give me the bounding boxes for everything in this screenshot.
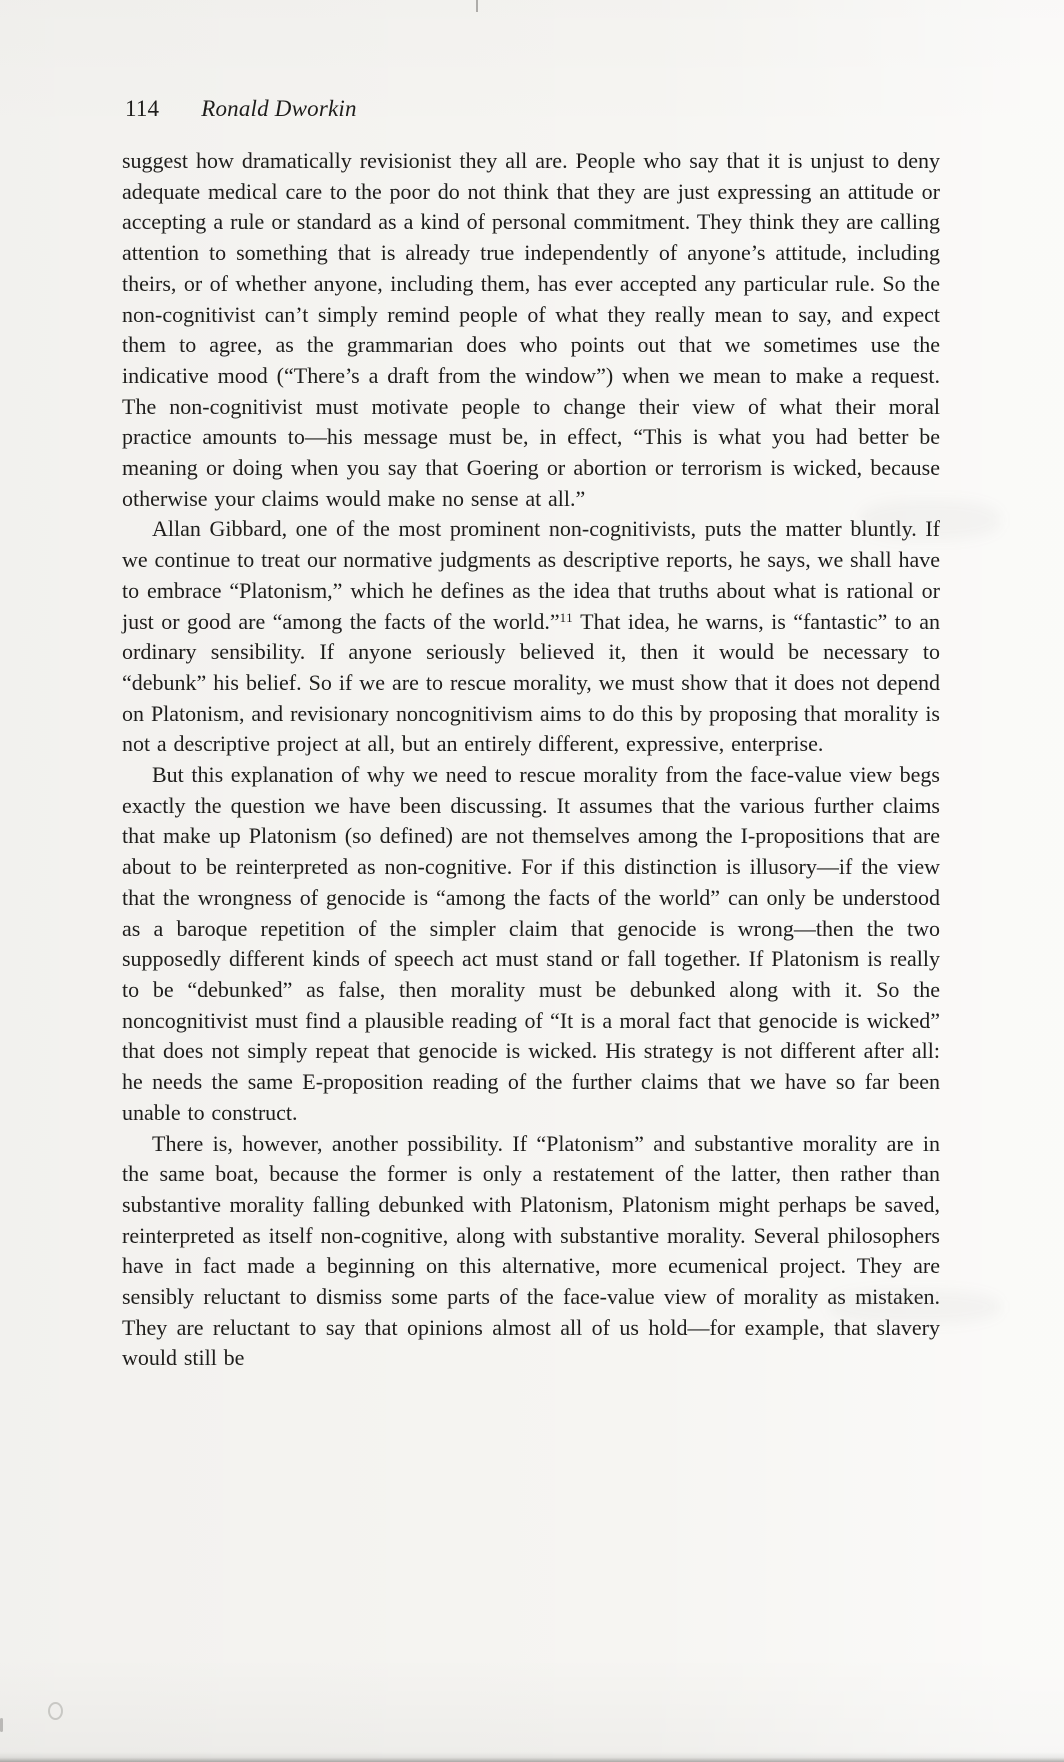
bleed-through-artifact xyxy=(830,1290,1000,1324)
scan-smudge-artifact xyxy=(0,1718,3,1732)
page-number: 114 xyxy=(125,96,160,121)
running-head: Ronald Dworkin xyxy=(201,96,357,121)
footnote-marker: 11 xyxy=(559,609,574,625)
paragraph-3: But this explanation of why we need to rescue morality from the face-value view begs exactly the question we have been discussing. It assumes that the various further claims that make up Platonism (so defined) are not themselves among the I-propositions that are about to be reinterpreted as non-cognitive. For if this distinction is illusory—if the view that the wrongness of genocide is “among the facts of the world” can only be understood as a baroque repetition of the simpler claim that genocide is wrong—then the two supposedly different kinds of speech act must stand or fall together. If Platonism is really to be “debunked” as false, then morality must be debunked along with it. So the noncognitivist must find a plausible reading of “It is a moral fact that genocide is wicked” that does not simply repeat that genocide is wicked. His strategy is not different after all: he needs the same E-proposition reading of the further claims that we have so far been unable to construct. xyxy=(122,762,940,1125)
paragraph-2-text-after-note: That idea, he warns, is “fantastic” to an ordinary sensibility. If anyone seriously believed it, then it would be necessary to “debunk” his belief. So if we are to rescue morality, we must show that it does not depend on Platonism, and revisionary noncognitivism aims to do this by proposing that morality is not a descriptive project at all, but an entirely different, expressive, enterprise. xyxy=(122,608,940,757)
page-body xyxy=(122,146,940,1374)
bleed-through-artifact xyxy=(860,500,1000,540)
paragraph-2-text-before-note: Allan Gibbard, one of the most prominent non-cognitivists, puts the matter bluntly. If we continue to treat our normative judgments as descriptive reports, he says, we shall have to embrace “Platonism,” which he defines as the idea that truths about what is rational or just or good are “among the facts of the world.” xyxy=(122,516,940,634)
page-bottom-edge-shadow xyxy=(0,1752,1064,1762)
page-header xyxy=(125,96,357,122)
scan-scratch-artifact xyxy=(476,0,478,12)
paragraph-1: suggest how dramatically revisionist they all are. People who say that it is unjust to deny adequate medical care to the poor do not think that they are just expressing an attitude or accepting a rule or standard as a kind of personal commitment. They think they are calling attention to something that is already true independently of anyone’s attitude, including theirs, or of whether anyone, including them, has ever accepted any particular rule. So the non-cognitivist can’t simply remind people of what they really mean to say, and expect them to agree, as the grammarian does who points out that we sometimes use the indicative mood (“There’s a draft from the window”) when we mean to make a request. The non-cognitivist must motivate people to change their view of what their moral practice amounts to—his message must be, in effect, “This is what you had better be meaning or doing when you say that Goering or abortion or terrorism is wicked, because otherwise your claims would make no sense at all.” xyxy=(122,148,940,511)
paragraph-2 xyxy=(122,514,940,760)
scan-smudge-artifact xyxy=(48,1702,63,1720)
paragraph-4: There is, however, another possibility. If “Platonism” and substantive morality are in the same boat, because the former is only a restatement of the latter, then rather than substantive morality falling debunked with Platonism, Platonism might perhaps be saved, reinterpreted as itself non-cognitive, along with substantive morality. Several philosophers have in fact made a beginning on this alternative, more ecumenical project. They are sensibly reluctant to dismiss some parts of the face-value view of morality as mistaken. They are reluctant to say that opinions almost all of us hold—for example, that slavery would still be xyxy=(122,1130,940,1371)
